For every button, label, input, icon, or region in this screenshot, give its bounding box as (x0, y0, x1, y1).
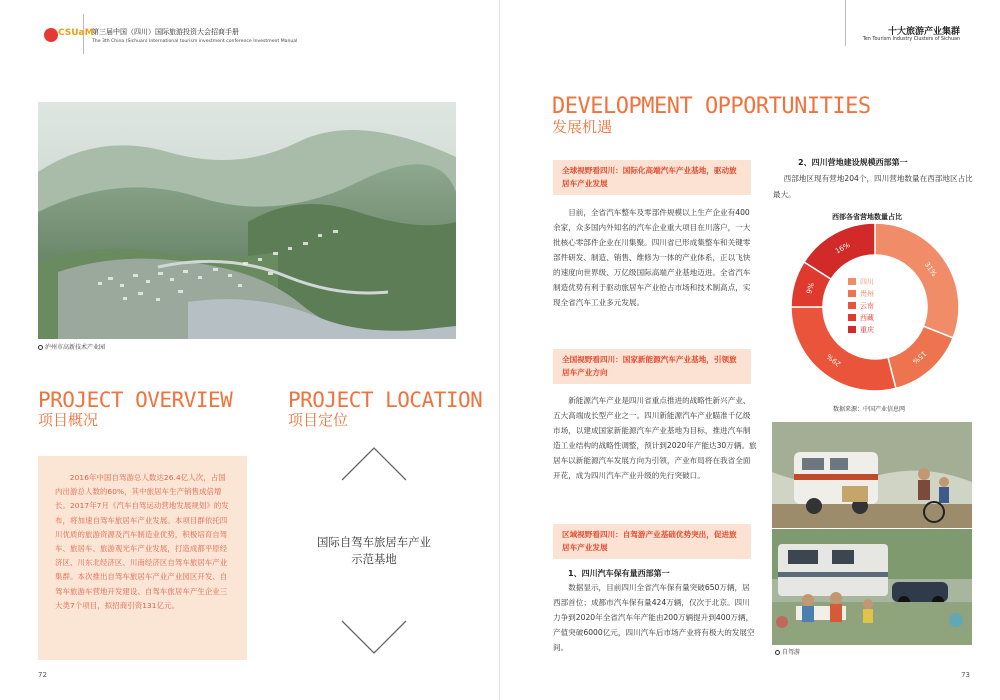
logo-text: CSUaM (58, 28, 94, 38)
chevron-down-icon (340, 619, 408, 655)
legend-label-4: 重庆 (860, 326, 874, 334)
location-heading-cn: 项目定位 (288, 411, 349, 429)
location-text (288, 534, 460, 568)
section3-subhead: 1、四川汽车保有量西部第一 (568, 569, 670, 578)
legend-swatch-2 (848, 302, 856, 309)
rv-photo-caption (775, 647, 800, 656)
location-text-line1: 国际自驾车旅居车产业 (317, 535, 431, 549)
header-right-title: 十大旅游产业集群 (887, 27, 960, 37)
donut-slice-0 (875, 223, 959, 338)
header-subtitle: The 3th China (Sichuan) International tourism investment conference Investment Manual (92, 39, 298, 44)
page-number-right: 73 (961, 671, 970, 679)
development-heading-en: DEVELOPMENT OPPORTUNITIES (552, 94, 871, 119)
aerial-landscape-image (38, 102, 456, 339)
legend-swatch-3 (848, 314, 856, 321)
header-divider (845, 0, 846, 46)
logo-mark-icon (44, 28, 58, 42)
donut-slice-label-3: 9% (805, 281, 817, 295)
page-number-left: 72 (38, 671, 47, 679)
legend-label-0: 四川 (860, 278, 874, 286)
rv-photos (772, 422, 972, 645)
photo-caption-text: 泸州市高新技术产业园 (45, 344, 106, 351)
aerial-photo (38, 102, 456, 339)
header-left (38, 14, 298, 54)
section2-banner: 全国视野看四川：国家新能源汽车产业基地，引领旅居车产业方向 (553, 349, 751, 384)
location-area (288, 446, 460, 666)
donut-slice-label-0: 31% (922, 260, 939, 279)
donut-chart (788, 220, 962, 394)
overview-text: 2016年中国自驾游总人数达26.4亿人次，占国内出游总人数的60%，其中旅居车生产销售成倍增长。2017年7月《汽车自驾运动营地发展规划》的发布，将加速自驾车旅居车产业发展。本项目群依托四川优质的旅游资源及汽车制造业优势，积极培育自驾车、旅居车、旅游观光车产业发展，打造成都平原经济区、川东北经济区、川南经济区自驾车旅居车产业集群。本次推出自驾车旅居车产业产业园区开发、自驾车旅游车营地开发建设、自驾车旅居车产生企业三大类7个项目，拟招商引资131亿元。 (55, 473, 229, 610)
chevron-up-icon (340, 446, 408, 482)
overview-heading-cn: 项目概况 (38, 411, 99, 429)
section3-banner: 区域视野看四川：自驾游产业基础优势突出，促进旅居车产业发展 (553, 524, 751, 559)
section2-text: 新能源汽车产业是四川省重点推进的战略性新兴产业、五大高端成长型产业之一。四川新能源汽车产业瞄准千亿级市场，以建成国家新能源汽车产业基地为目标，推进汽车制造工业结构的战略性调整，预计到2020年产能达30万辆。旅居车以新能源汽车发展方向为引领，产业布局将在我省全面开花，成为四川汽车产业升级的先行突破口。 (553, 396, 757, 480)
overview-box (38, 456, 247, 660)
chart-source: 数据来源：中国产业信息网 (833, 406, 906, 413)
rv-camping-image (772, 422, 972, 645)
section4-subhead: 2、四川营地建设规模西部第一 (798, 158, 908, 167)
section1-banner: 全球视野看四川：国际化高端汽车产业基地，驱动旅居车产业发展 (553, 160, 751, 195)
development-heading-cn: 发展机遇 (552, 118, 613, 136)
right-page (500, 0, 1000, 700)
header-right-subtitle: Ten Tourism Industry Clusters of Sichuan (862, 37, 960, 42)
photo-caption (38, 342, 105, 351)
conference-logo (38, 14, 94, 54)
caption-bullet-icon (775, 650, 780, 655)
legend-swatch-0 (848, 278, 856, 285)
section3-text: 数据显示，目前四川全省汽车保有量突破650万辆，居西部首位；成都市汽车保有量424万辆，仅次于北京。四川力争到2020年全省汽车年产能由200万辆提升到400万辆，产值突破6000亿元，四川汽车后市场产业将有极大的发展空间。 (553, 583, 755, 652)
legend-swatch-1 (848, 290, 856, 297)
legend-label-1: 贵州 (860, 290, 874, 298)
caption-bullet-icon (38, 345, 43, 350)
location-heading-en: PROJECT LOCATION (288, 388, 483, 412)
donut-slice-label-4: 16% (833, 241, 852, 256)
legend-label-2: 云南 (860, 302, 874, 310)
chart-title: 西部各省营地数量占比 (832, 213, 902, 221)
overview-heading-en: PROJECT OVERVIEW (38, 388, 233, 412)
section4-text: 西部地区现有营地204个，四川营地数量在西部地区占比最大。 (773, 174, 973, 199)
section1-text: 目前，全省汽车整车及零部件规模以上生产企业有400余家，众多国内外知名的汽车企业重大项目在川落户，一大批核心零部件企业在川集聚。四川省已形成集整车和关键零部件研发、制造、销售、维修为一体的产业体系，正以飞快的速度向世界级、万亿级国际高端产业基地迈进。全省汽车制造优势有利于驱动旅居车产业抢占市场和技术制高点，实现全省汽车工业多元发展。 (553, 208, 751, 307)
donut-slice-label-2: 29% (825, 352, 843, 368)
header-title: 第三届中国（四川）国际旅游投资大会招商手册 (92, 28, 239, 36)
location-text-line2: 示范基地 (351, 552, 397, 566)
legend-swatch-4 (848, 326, 856, 333)
donut-slice-2 (791, 307, 896, 391)
legend-label-3: 西藏 (860, 314, 874, 322)
donut-slice-label-1: 15% (910, 349, 928, 366)
header-right (863, 24, 960, 42)
rv-photo-caption-text: 自驾游 (782, 649, 801, 656)
